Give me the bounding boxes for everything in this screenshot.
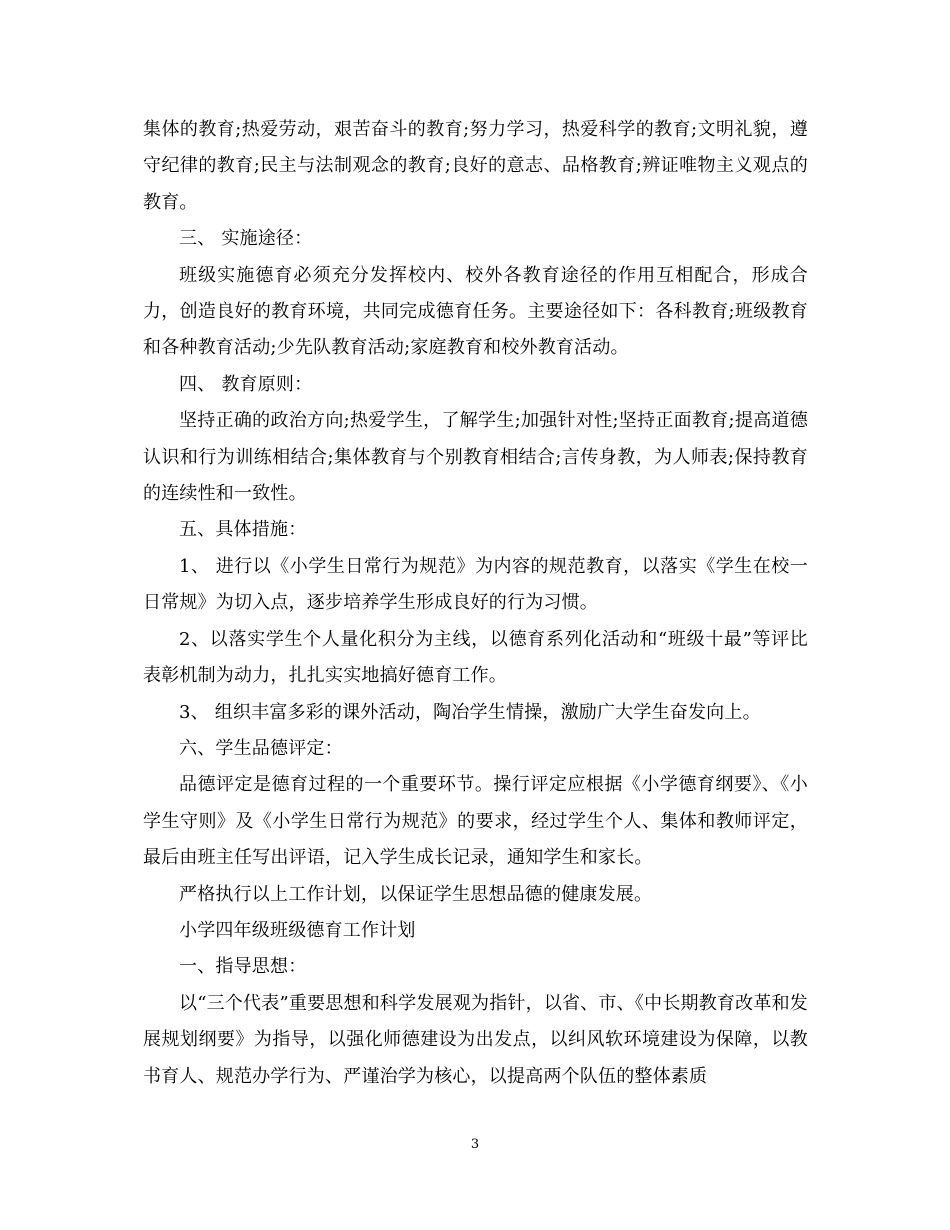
section-heading-1: 一、指导思想： <box>179 956 307 978</box>
list-item-2: 2、以落实学生个人量化积分为主线，以德育系列化活动和“班级十最”等评比表彰机制为动力，扎扎实实地搞好德育工作。 <box>143 628 808 687</box>
paragraph-1: 集体的教育;热爱劳动，艰苦奋斗的教育;努力学习，热爱科学的教育;文明礼貌，遵守纪律的教育;民主与法制观念的教育;良好的意志、品格教育;辨证唯物主义观点的教育。 <box>143 119 808 213</box>
section-heading-6: 六、学生品德评定： <box>179 737 343 759</box>
paragraph-6: 以“三个代表”重要思想和科学发展观为指针，以省、市、《中长期教育改革和发展规划纲要》为指导，以强化师德建设为出发点，以纠风软环境建设为保障，以教书育人、规范办学行为、严谨治学为核心，以提高两个队伍的整体素质 <box>143 992 808 1087</box>
paragraph-4: 品德评定是德育过程的一个重要环节。操行评定应根据《小学德育纲要》、《小学生守则》及《小学生日常行为规范》的要求，经过学生个人、集体和教师评定，最后由班主任写出评语，记入学生成长记录，通知学生和家长。 <box>143 774 808 869</box>
section-heading-4: 四、 教育原则： <box>179 373 313 395</box>
section-heading-3: 三、 实施途径： <box>179 228 313 250</box>
page-number: 3 <box>470 1137 480 1152</box>
paragraph-2: 班级实施德育必须充分发挥校内、校外各教育途径的作用互相配合，形成合力，创造良好的教育环境，共同完成德育任务。主要途径如下：各科教育;班级教育和各种教育活动;少先队教育活动;家庭教育和校外教育活动。 <box>143 264 808 359</box>
document-title: 小学四年级班级德育工作计划 <box>179 919 416 941</box>
section-heading-5: 五、具体措施： <box>179 519 307 541</box>
paragraph-5: 严格执行以上工作计划，以保证学生思想品德的健康发展。 <box>179 883 653 905</box>
list-item-3: 3、 组织丰富多彩的课外活动，陶冶学生情操，激励广大学生奋发向上。 <box>179 701 761 723</box>
paragraph-3: 坚持正确的政治方向;热爱学生，了解学生;加强针对性;坚持正面教育;提高道德认识和行为训练相结合;集体教育与个别教育相结合;言传身教，为人师表;保持教育的连续性和一致性。 <box>143 410 808 505</box>
document-body <box>143 112 808 1095</box>
list-item-1: 1、 进行以《小学生日常行为规范》为内容的规范教育，以落实《学生在校一日常规》为切入点，逐步培养学生形成良好的行为习惯。 <box>143 555 808 614</box>
